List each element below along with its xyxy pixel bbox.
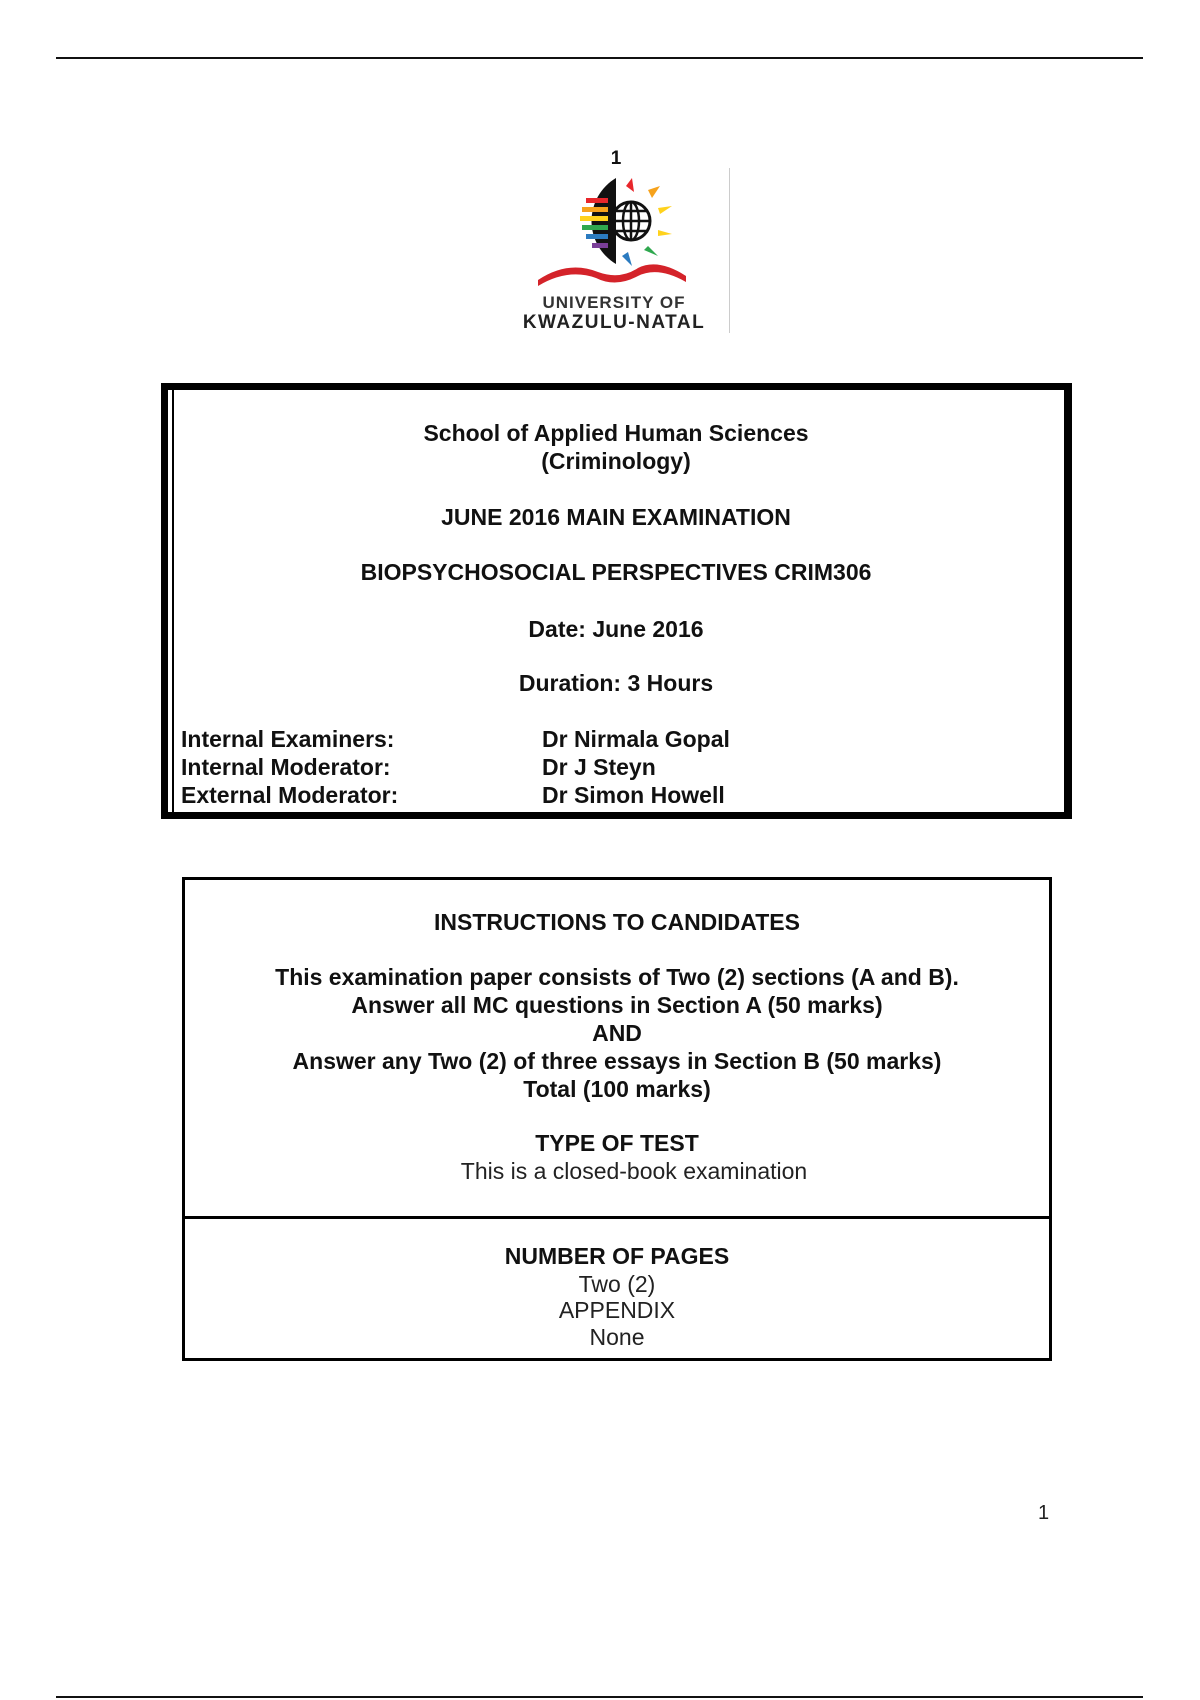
- exam-header-box: [161, 383, 1072, 819]
- test-type-value: This is a closed-book examination: [460, 1158, 808, 1184]
- instruction-line: This examination paper consists of Two (2) sections (A and B).: [275, 964, 959, 990]
- staff-role-external-moderator: External Moderator:: [181, 782, 399, 808]
- test-type-heading: TYPE OF TEST: [535, 1130, 699, 1156]
- top-rule: [56, 57, 1143, 59]
- instruction-line: Answer any Two (2) of three essays in Section B (50 marks): [292, 1048, 942, 1074]
- staff-name-external-moderator: Dr Simon Howell: [542, 782, 725, 808]
- appendix-heading: APPENDIX: [558, 1297, 676, 1323]
- staff-name-internal-examiners: Dr Nirmala Gopal: [542, 726, 730, 752]
- staff-role-internal-examiners: Internal Examiners:: [181, 726, 395, 752]
- pages-heading: NUMBER OF PAGES: [504, 1243, 730, 1269]
- page-number: 1: [1038, 1502, 1050, 1524]
- staff-role-internal-moderator: Internal Moderator:: [181, 754, 391, 780]
- section-divider: [185, 1216, 1049, 1219]
- staff-name-internal-moderator: Dr J Steyn: [542, 754, 656, 780]
- logo-number: 1: [610, 148, 622, 169]
- instruction-line: AND: [592, 1020, 642, 1046]
- school-name: School of Applied Human Sciences: [423, 420, 809, 446]
- logo-text-kwazulu-natal: KWAZULU-NATAL: [522, 312, 706, 333]
- appendix-value: None: [589, 1324, 645, 1350]
- module-title: BIOPSYCHOSOCIAL PERSPECTIVES CRIM306: [360, 559, 872, 585]
- instructions-box: [182, 877, 1052, 1361]
- ukzn-emblem-icon: [498, 168, 730, 293]
- exam-duration: Duration: 3 Hours: [518, 670, 714, 696]
- ukzn-logo: [498, 168, 730, 333]
- exam-date: Date: June 2016: [528, 616, 704, 642]
- exam-title: JUNE 2016 MAIN EXAMINATION: [441, 504, 791, 530]
- logo-text-university-of: UNIVERSITY OF: [542, 293, 686, 312]
- instructions-heading: INSTRUCTIONS TO CANDIDATES: [434, 909, 800, 935]
- instruction-line: Total (100 marks): [523, 1076, 711, 1102]
- bottom-rule: [56, 1696, 1143, 1698]
- instruction-line: Answer all MC questions in Section A (50 marks): [351, 992, 883, 1018]
- discipline: (Criminology): [541, 448, 691, 474]
- pages-value: Two (2): [578, 1271, 656, 1297]
